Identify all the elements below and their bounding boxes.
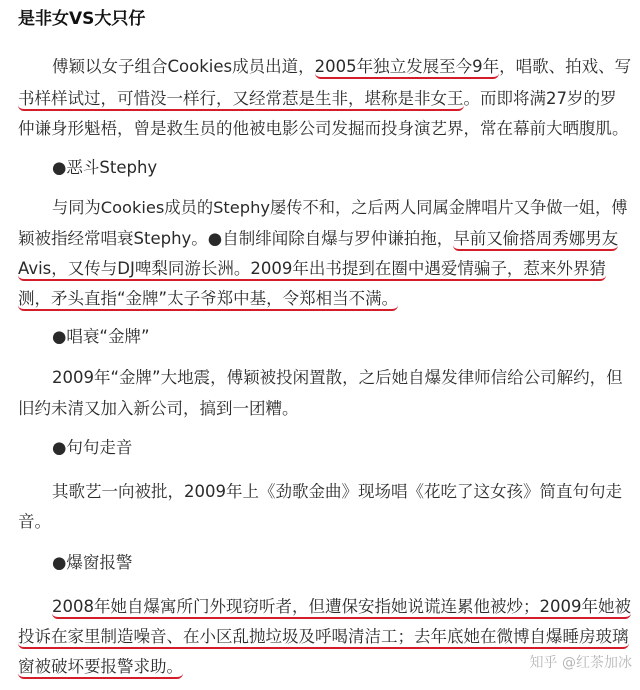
paragraph-5-line-2 (18, 626, 629, 648)
underlined-text: 早前又偷搭周秀娜男友 (453, 229, 618, 251)
paragraph-3-line-2: 旧约未清又加入新公司，搞到一团糟。 (18, 399, 299, 418)
zhihu-watermark: 知乎 @红茶加冰 (529, 655, 632, 671)
text-segment: ，唱歌、拍戏、写 (499, 57, 632, 76)
paragraph-2-line-3 (18, 258, 606, 280)
underlined-text: 测，矛头直指“金牌”太子爷郑中基，令郑相当不满。 (18, 289, 398, 311)
underlined-text: 投诉在家里制造噪音、在小区乱抛垃圾及呼喝清洁工；去年底她在微博自爆睡房玻璃 (18, 627, 629, 649)
text-segment: 。而即将满27岁的罗 (463, 89, 617, 108)
underlined-text: 2008年她自爆寓所门外现窃听者，但遭保安指她说谎连累他被炒；2009年她被 (52, 597, 631, 619)
paragraph-4-line-2: 音。 (18, 512, 51, 531)
paragraph-5-line-3 (18, 656, 183, 678)
text-segment: 傅颖以女子组合Cookies成员出道， (52, 57, 315, 76)
underlined-text: Avis，又传与DJ啤梨同游长洲。2009年出书提到在圈中遇爱情骗子，惹来外界猜 (18, 259, 606, 281)
paragraph-1-line-3: 仲谦身形魁梧，曾是救生员的他被电影公司发掘而投身演艺界，常在幕前大晒腹肌。 (18, 119, 629, 138)
paragraph-3-line-1: 2009年“金牌”大地震，傅颖被投闲置散，之后她自爆发律师信给公司解约，但 (52, 368, 623, 387)
paragraph-4-line-1: 其歌艺一向被批，2009年上《劲歌金曲》现场唱《花吃了这女孩》简直句句走 (52, 482, 622, 501)
paragraph-1-line-1 (52, 56, 631, 78)
paragraph-5-line-1 (52, 596, 631, 618)
text-segment: 颖被指经常唱衰Stephy。●自制绯闻除自爆与罗仲谦拍拖， (18, 229, 454, 248)
paragraph-1-line-2 (18, 88, 617, 110)
underlined-text: 书样样试过，可惜没一样行，又经常惹是生非，堪称是非女王 (18, 89, 464, 111)
section-heading-2: ●唱衰“金牌” (52, 327, 150, 346)
underlined-text: 2005年独立发展至今9年 (315, 57, 500, 79)
underlined-text: 窗被破坏要报警求助。 (18, 657, 183, 679)
paragraph-2-line-1: 与同为Cookies成员的Stephy屡传不和，之后两人同属金牌唱片又争做一姐，傅 (52, 198, 628, 217)
paragraph-2-line-4 (18, 288, 398, 310)
section-heading-4: ●爆窗报警 (52, 553, 133, 572)
section-heading-1: ●恶斗Stephy (52, 158, 158, 177)
article-title: 是非女VS大只仔 (18, 9, 146, 29)
paragraph-2-line-2 (18, 228, 618, 250)
section-heading-3: ●句句走音 (52, 438, 133, 457)
